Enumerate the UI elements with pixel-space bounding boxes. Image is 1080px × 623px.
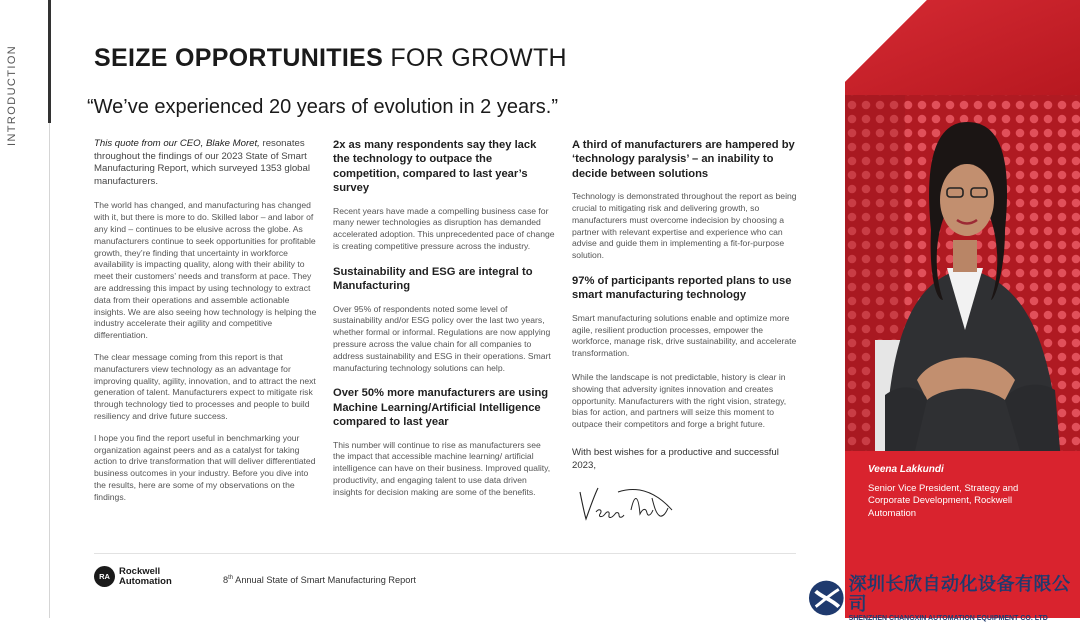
finding-heading-technology-gap: 2x as many respondents say they lack the technology to outpace the competition, compared to last year’s survey [333,139,537,195]
title-bold: SEIZE OPPORTUNITIES [94,44,384,72]
column-intro [94,138,320,514]
finding-body-sustainability: Over 95% of respondents noted some level of sustainability and/or ESG policy over the last two years, whether formal or informal. Regulations are now applying pressure across the value chain for all companies to address sustainability and ESG in their operations. Smart manufacturing technology solutions can help. [333,303,551,373]
company-watermark [808,573,1080,622]
watermark-cn: 深圳长欣自动化设备有限公司 [848,573,1071,614]
intro-paragraph-1: The world has changed, and manufacturing has changed with it, but there is more to do. Skilled labor – and labor of any kind – continues to be elusive across the globe. As manufacturers continue to seek opportunities for profitable growth, they’re finding that uncertainty in workforce availability is impacting quality, along with their ability to meet their customers’ needs and transform at pace. They are addressing this impact by using technology to extract data from their operations and assemble actionable insights. We are also seeing how technology is helping the industry accelerate their agility and competitive differentiation. [94,200,317,341]
finding-body-paralysis: Technology is demonstrated throughout the report as being crucial to mitigating risk and delivering growth, so manufacturers must overcome indecision by choosing a partner with relevant expertise and experience who can advise and guide them in implementing a fit-for-purpose solution. [572,191,797,261]
rockwell-badge-icon: RA [94,566,115,587]
finding-heading-sustainability: Sustainability and ESG are integral to Manufacturing [333,265,533,293]
signature-image [576,482,676,524]
rockwell-wordmark-line1: Rockwell [119,566,161,577]
finding-heading-smart-mfg: 97% of participants reported plans to use smart manufacturing technology [572,275,792,302]
changxin-logo-icon [808,579,845,617]
intro-lead-rest: resonates throughout the findings of our 2023 State of Smart Manufacturing Report, which surveyed 1353 global manufacturers. [94,138,310,187]
report-edition-suffix: th [228,575,234,581]
side-divider [49,123,50,618]
watermark-text [849,574,1080,623]
executive-name: Veena Lakkundi [868,464,944,475]
rockwell-logo [94,566,172,587]
side-tab [0,0,50,618]
rockwell-wordmark [119,567,172,586]
footer-divider [94,553,796,554]
column-findings-b [572,138,798,483]
closing-wishes: With best wishes for a productive and successful 2023, [572,446,779,471]
page-title [94,44,567,73]
intro-lead-italic: This quote from our CEO, Blake Moret, [94,138,260,149]
executive-photo-panel [845,0,1080,618]
report-name: Annual State of Smart Manufacturing Report [233,575,416,586]
title-light: FOR GROWTH [383,44,567,72]
finding-body-technology-gap: Recent years have made a compelling business case for many newer technologies as disruption has demanded accelerated adoption. This unprecedented pace of change is creating competitive pressure across the industry. [333,205,555,252]
intro-lead [94,138,320,188]
rockwell-wordmark-line2: Automation [119,575,172,587]
column-findings-a [333,138,555,511]
executive-photo [845,0,1080,618]
intro-paragraph-2: The clear message coming from this report is that manufacturers view technology as an advantage for improving quality, agility, innovation, and to attract the next generation of talent. Manufacturers expect to mitigate risk through technology tied to processes and people to build resiliency and drive future success. [94,351,316,421]
report-edition: 8 [223,575,229,586]
executive-title: Senior Vice President, Strategy and Corporate Development, Rockwell Automation [868,483,1019,519]
finding-heading-ml-ai: Over 50% more manufacturers are using Machine Learning/Artificial Intelligence compared to last year [333,387,549,429]
finding-body-ml-ai: This number will continue to rise as manufacturers see the impact that accessible machine learning/ artificial intelligence can have on their business. Improved quality, productivity, and engaging talent to use data driven insights for decision making are some of the benefits. [333,439,551,497]
finding-body-landscape: While the landscape is not predictable, history is clear in showing that adversity ignites innovation and creates opportunity. Manufacturers with the right vision, strategy, bias for action, and partners will seize this moment to outpace their competitors and forge a bright future. [572,372,787,430]
watermark-en: SHENZHEN CHANGXIN AUTOMATION EQUIPMENT CO. LTD [848,614,1048,622]
intro-paragraph-3: I hope you find the report useful in benchmarking your organization against peers and as a catalyst for taking action to drive transformation that will deliver differentiated business outcomes in your industry. Before you dive into the results, here are some of my observations on the findings. [94,432,316,502]
side-tab-indicator [48,0,51,123]
headline-quote: “We’ve experienced 20 years of evolution in 2 years.” [87,96,558,118]
photo-caption [868,464,1028,520]
side-tab-label: INTRODUCTION [6,44,18,146]
finding-body-smart-mfg: Smart manufacturing solutions enable and optimize more agile, resilient production processes, empower the workforce, manage risk, drive sustainability, and accelerate transformation. [572,312,797,359]
finding-heading-paralysis: A third of manufacturers are hampered by ‘technology paralysis’ – an inability to decide between solutions [572,139,795,180]
report-title [223,575,416,585]
